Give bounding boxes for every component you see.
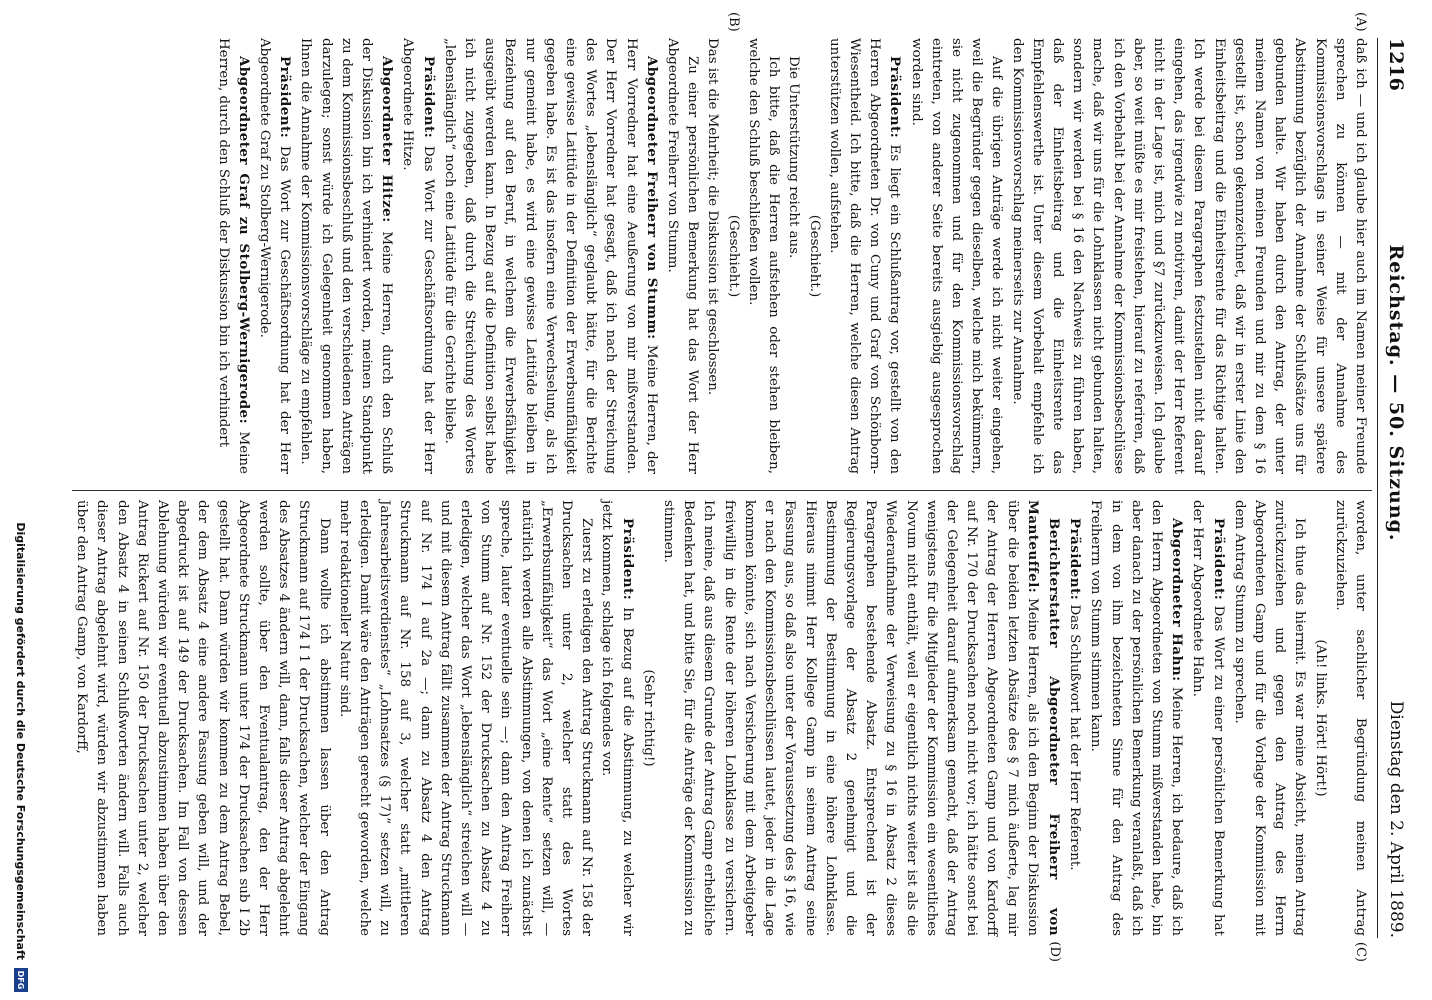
page-title: Reichstag. — 50. Sitzung. xyxy=(1385,244,1407,542)
paragraph-text: Meine Herren, durch den Schluß der Diskussion bin ich verhindert worden, meinen Standpunkt zu dem Kommissionsbeschluß und den verschiedenen Anträgen darzulegen; sonst würde ich Gelegenheit genommen haben, Ihnen die Annahme der Kommissionsvorschläge zu empfehlen. xyxy=(298,38,395,474)
margin-marker: (D) xyxy=(1046,941,1062,962)
speaker-name: Präsident: xyxy=(420,56,437,139)
paragraph xyxy=(905,38,1006,474)
paragraph xyxy=(723,12,743,474)
paragraph xyxy=(212,38,253,474)
paragraph xyxy=(254,38,295,474)
paragraph-text: Ich thue das hiermit. Es war meine Absicht, meinen Antrag zurückzuziehen und gegen den Antrag des Herrn Abgeordneten Gamp und für die Vorlage der Kommission mit dem Antrag Stumm zu sprechen. xyxy=(1231,500,1308,936)
speaker-name: Präsident: xyxy=(887,56,904,139)
right-column xyxy=(74,500,1370,962)
paragraph xyxy=(743,38,783,474)
paragraph-text: Meine Herren, als ich den Beginn der Diskussion über die beiden letzten Absätze des § 7 mich äußerte, lag mir der Antrag der Herren Abgeordneten Gamp und von Kardorff auf Nr. 170 der Drucksachen noch nicht vor; ich hätte sonst bei der Gelegenheit darauf aufmerksam gemacht, daß der Antrag wenigstens für die Mitglieder der Kommission ein wesentliches Novum nicht enthält, weil er eigentlich nichts weiter ist als die Wiederaufnahme der Verweisung zu § 16 in Absatz 2 dieses Paragraphen bestehende Absatz. Entsprechend ist der Regierungsvorlage der Absatz 2 genehmigt und die Bestimmung der Bestimmung in eine höhere Lohnklasse. Hieraus nimmt Herr Kollege Gamp in seinem Antrag seine Fassung aus, so daß also unter der Voraussetzung des § 16, wie er nach den Kommissionsbeschlüssen lautet, jeder in die Lage kommen könnte, sich nach Versicherung mit dem Arbeitgeber freiwillig in die Rente der höheren Lohnklasse zu versichern. Ich meine, daß aus diesem Grunde der Antrag Gamp erhebliche Bedenken hat, und bitte Sie, für die Anträge der Kommission zu stimmen. xyxy=(661,500,1040,936)
paragraph xyxy=(295,38,397,474)
paragraph-text: In Bezug auf die Abstimmung, zu welcher wir jetzt kommen, schlage ich folgendes vor. xyxy=(599,500,635,936)
column-divider xyxy=(72,490,1372,491)
speaker-name: Abgeordneter Hahn: xyxy=(1169,518,1186,682)
session-date: Dienstag den 2. April 1889. xyxy=(1386,700,1406,938)
margin-marker: (A) xyxy=(1353,12,1368,32)
paragraph-text: Ich bitte, daß die Herren aufstehen oder stehen bleiben, welche den Schluß beschließen wollen. xyxy=(745,38,782,474)
paragraph-text: Meine Herren, durch den Schluß der Diskussion bin ich verhindert xyxy=(215,38,251,474)
speaker-name: Präsident: xyxy=(1067,518,1084,601)
paragraph xyxy=(662,38,702,474)
paragraph-text: Auf die übrigen Anträge werde ich nicht weiter eingehen, weil die Begründer gegen dieselben, welche mich bekümmern, sie nicht zugenommen und für den Kommissionsvorschlag eintreten, von anderer Seite bereits ausgiebig ausgesprochen worden sind. xyxy=(908,38,1005,474)
paragraph-text: Es liegt ein Schlußantrag vor, gestellt von den Herren Abgeordneten Dr. von Cuny und Graf von Schönborn-Wiesentheid. Ich bitte, daß die Herren, welche diesen Antrag unterstützen wollen, aufstehen. xyxy=(826,38,903,474)
footer-credit: Digitalisierung gefördert durch die Deutsche Forschungsgemeinschaft xyxy=(14,522,28,960)
speaker-name: Präsident: xyxy=(1210,518,1227,601)
paragraph-text: Das Wort zu einer persönlichen Bemerkung hat der Herr Abgeordnete Hahn. xyxy=(1190,500,1226,936)
paragraph-text: Dann wollte ich abstimmen lassen über den Antrag Struckmann auf 174 I 1 der Drucksachen, welcher der Eingang des Absatzes 4 ändern will, dann, falls dieser Antrag abgelehnt werden sollte, über den Eventualantrag, den der Herr Abgeordnete Struckmann unter 174 der Drucksachen sub I 2b gestellt hat. Dann würden wir kommen zu dem Antrag Bebel, der dem Absatz 4 eine andere Fassung geben will, und der abgedruckt ist auf 149 der Drucksachen. Im Fall von dessen Ablehnung würden wir eventuell abzustimmen haben über den Antrag Rickert auf Nr. 150 der Drucksachen unter 2, welcher den Absatz 4 in seinen Schlußworten ändern will. Falls auch dieser Antrag abgelehnt wird, würden wir abzustimmen haben über den Antrag Gamp, von Kardorff, xyxy=(74,500,332,936)
paragraph xyxy=(803,38,823,474)
margin-marker: (B) xyxy=(725,12,741,32)
footer xyxy=(14,8,28,992)
paragraph xyxy=(1229,500,1310,936)
paragraph xyxy=(1309,500,1329,936)
paragraph xyxy=(658,500,1064,962)
header-rule xyxy=(1377,38,1378,938)
speaker-name: Abgeordneter Hitze: xyxy=(379,56,396,223)
left-column xyxy=(80,12,1370,475)
paragraph xyxy=(71,500,334,936)
speaker-name: Präsident: xyxy=(619,518,636,601)
paragraph-text: (Geschieht.) xyxy=(725,214,741,298)
page-number: 1216 xyxy=(1385,38,1407,91)
paragraph-text: Das ist die Mehrheit; die Diskussion ist geschlossen. xyxy=(705,38,721,396)
paragraph-text: Meine Herren, ich bedaure, daß ich den Herrn Abgeordneten von Stumm mißverstanden habe, bin aber danach zu der persönlichen Bemerkung veranlaßt, daß ich in dem von ihm bezeichneten Sinne für den Antrag des Freiherrn von Stumm stimmen kann. xyxy=(1088,500,1185,936)
paragraph xyxy=(1006,12,1370,474)
speaker-name: Präsident: xyxy=(277,56,294,139)
speaker-name: Abgeordneter Graf zu Stolberg-Wernigerode: xyxy=(235,56,252,425)
paragraph xyxy=(439,38,662,474)
margin-marker: (C) xyxy=(1353,941,1368,962)
speaker-name: Abgeordneter Freiherr von Stumm: xyxy=(643,56,660,340)
dfg-logo: DFG xyxy=(14,968,28,992)
paragraph-text: daß ich — und ich glaube hier auch im Namen meiner Freunde sprechen zu können — mit der Annahme des Kommissionsvorschlags in seiner Weise für unsere spätere Abstimmung bezüglich der Annahme der Schlußsätze uns für gebunden halte. Wir haben durch den Antrag, der unter meinem Namen von meinen Freunden und mir zu dem § 16 gestellt ist, schon gekennzeichnet, daß wir in erster Linie den Einheitsbeitrag und die Einheitsrente für das Richtige halten. Ich werde bei diesem Paragraphen festzustellen nicht darauf eingehen, das irgendwie zu motiviren, damit der Herr Referent nicht in der Lage ist, mich und §7 zurückzuweisen. Ich glaube aber, so weit müßte es mir freistehen, hierauf zu referiren, daß ich den Vorbehalt bei der Annahme der Kommissionsbeschlüsse mache, daß wir uns für die Lohnklassen nicht gebunden halten, sondern wir werden bei § 16 den Nachweis zu führen haben, daß der Einheitsbeitrag und die Einheitsrente das Empfehlenswerthe ist. Unter diesem Vorbehalt empfehle ich den Kommissionsvorschlag meinerseits zur Annahme. xyxy=(1009,38,1368,474)
paragraph-text: (Geschieht.) xyxy=(806,214,822,298)
paragraph xyxy=(1330,500,1370,962)
paragraph xyxy=(596,500,637,936)
paragraph xyxy=(638,500,658,936)
paragraph-text: Die Unterstützung reicht aus. xyxy=(786,56,802,259)
paragraph-text: Das Wort zur Geschäftsordnung hat der Herr Abgeordnete Hitze. xyxy=(400,38,436,474)
paragraph-text: Das Schlußwort hat der Herr Referent. xyxy=(1067,600,1083,871)
page-header xyxy=(1382,38,1410,938)
paragraph-text: (Ah! links. Hört! Hört!) xyxy=(1312,639,1328,797)
paragraph xyxy=(783,38,803,474)
paragraph xyxy=(824,38,906,474)
paragraph xyxy=(702,38,722,474)
paragraph xyxy=(397,38,438,474)
paragraph-text: Zu einer persönlichen Bemerkung hat das Wort der Herr Abgeordnete Freiherr von Stumm. xyxy=(665,38,701,474)
speaker-name: Berichterstatter Abgeordneter Freiherr von Manteuffel: xyxy=(1024,500,1062,936)
paragraph-text: Meine Herren, der Herr Vorredner hat eine Aeußerung von mir mißverstanden. Der Herr Vorredner hat gesagt, daß ich nach der Streichung des Wortes „lebenslänglich“ geglaubt hätte, für die Berichte eine gewisse Latitüde in der Definition der Erwerbsunfähigkeit gegeben habe. Es ist das insofern eine Verwechselung, als ich nur gemeint habe, es wird eine gewisse Latitüde bleiben in Beziehung auf den Beruf, in welchem die Erwerbsfähigkeit ausgeübt werden kann. In Bezug auf die Definition selbst habe ich nicht zugegeben, daß durch die Streichung des Wortes „lebenslänglich“ noch eine Latitüde für die Gerichte bliebe. xyxy=(441,38,659,475)
paragraph xyxy=(1187,500,1228,936)
paragraph-text: worden, unter sachlicher Begründung meinen Antrag zurückzuziehen. xyxy=(1332,500,1368,936)
paragraph-text: (Sehr richtig!) xyxy=(640,669,656,767)
paragraph-text: Zuerst zu erledigen den Antrag Struckmann auf Nr. 158 der Drucksachen unter 2, welcher statt des Wortes „Erwerbsunfähigkeit“ das Wort „eine Rente“ setzen will, — natürlich werden alle Abstimmungen, von denen ich zunächst spreche, lauter eventuelle sein —; dann den Antrag Freiherr von Stumm auf Nr. 152 der Drucksachen zu Absatz 4 zu erledigen, welcher das Wort „lebenslänglich“ streichen will — und mit diesem Antrag fällt zusammen der Antrag Struckmann auf Nr. 174 I auf 2a —; dann zu Absatz 4 den Antrag Struckmann auf Nr. 158 auf 3, welcher statt „mittleren Jahresarbeitsverdienstes“ „Lohnsatzes (§ 17)“ setzen will, zu erledigen. Damit wäre den Anträgen gerecht geworden, welche mehr redaktioneller Natur sind. xyxy=(336,500,595,936)
paragraph xyxy=(1085,500,1187,936)
paragraph-text: Das Wort zur Geschäftsordnung hat der Herr Abgeordnete Graf zu Stolberg-Wernigerode. xyxy=(257,38,293,474)
paragraph xyxy=(1064,500,1085,936)
paragraph xyxy=(334,500,597,936)
